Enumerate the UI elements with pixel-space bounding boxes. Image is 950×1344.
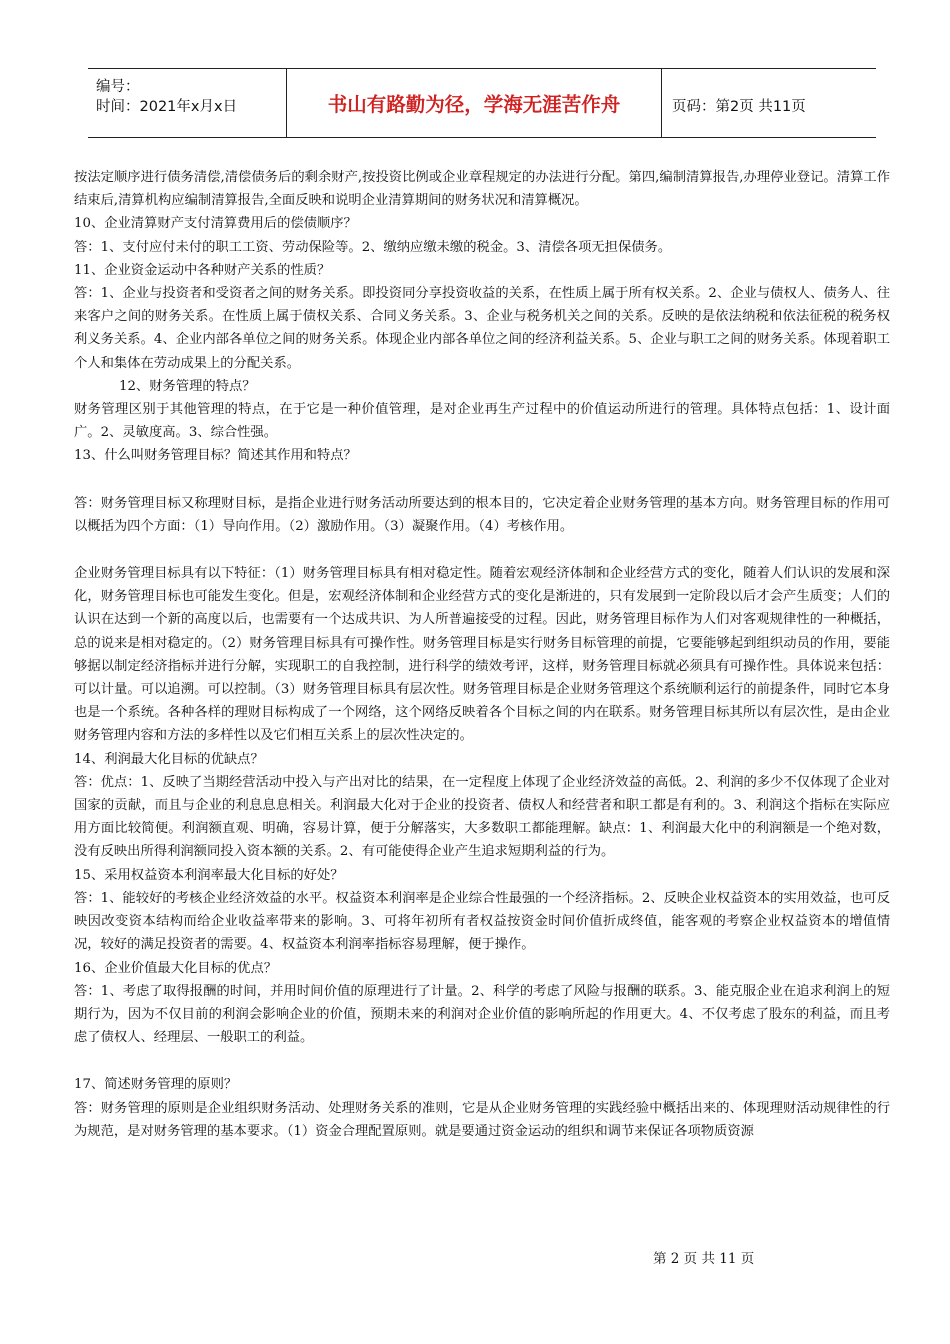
question-12: 12、财务管理的特点？: [119, 378, 256, 394]
serial-number-label: 编号：: [96, 79, 140, 95]
question-15: 15、采用权益资本利润率最大化目标的好处？: [74, 867, 344, 883]
answer-17: 答：财务管理的原则是企业组织财务活动、处理财务关系的准则，它是从企业财务管理的实践经验中概括出来的、体现理财活动规律性的行为规范，是对财务管理的基本要求。（1）资金合理配置原则。就是要通过资金运动的组织和调节来保证各项物质资源: [74, 1100, 890, 1139]
answer-14: 答：优点：1、反映了当期经营活动中投入与产出对比的结果，在一定程度上体现了企业经济效益的高低。2、利润的多少不仅体现了企业对国家的贡献，而且与企业的利息息息相关。利润最大化对于企业的投资者、债权人和经营者和职工都是有利的。3、利润这个指标在实际应用方面比较简便。利润额直观、明确，容易计算，便于分解落实，大多数职工都能理解。缺点：1、利润最大化中的利润额是一个绝对数，没有反映出所得利润额同投入资本额的关系。2、有可能使得企业产生追求短期利益的行为。: [74, 774, 890, 860]
question-11: 11、企业资金运动中各种财产关系的性质？: [74, 262, 331, 278]
motto-text: 书山有路勤为径，学海无涯苦作舟: [327, 93, 621, 116]
question-10: 10、企业清算财产支付清算费用后的偿债顺序？: [74, 216, 357, 232]
header-page-cell: [662, 69, 876, 137]
question-16: 16、企业价值最大化目标的优点？: [74, 960, 278, 976]
question-13: 13、什么叫财务管理目标？简述其作用和特点？: [74, 448, 357, 464]
answer-12: 财务管理区别于其他管理的特点，在于它是一种价值管理，是对企业再生产过程中的价值运动所进行的管理。具体特点包括：1、设计面广。2、灵敏度高。3、综合性强。: [74, 402, 890, 441]
answer-11: 答：1、企业与投资者和受资者之间的财务关系。即投资同分享投资收益的关系，在性质上属于所有权关系。2、企业与债权人、债务人、往来客户之间的财务关系。在性质上属于债权关系、合同义务关系。3、企业与税务机关之间的关系。反映的是依法纳税和依法征税的税务权利义务关系。4、企业内部各单位之间的财务关系。体现企业内部各单位之间的经济利益关系。5、企业与职工之间的财务关系。体现着职工个人和集体在劳动成果上的分配关系。: [74, 286, 890, 371]
paragraph-continuation: 按法定顺序进行债务清偿,清偿债务后的剩余财产,按投资比例或企业章程规定的办法进行分配。第四,编制清算报告,办理停业登记。清算工作结束后,清算机构应编制清算报告,全面反映和说明企业清算期间的财务状况和清算概况。: [74, 170, 890, 209]
answer-15: 答：1、能较好的考核企业经济效益的水平。权益资本利润率是企业综合性最强的一个经济指标。2、反映企业权益资本的实用效益，也可反映因改变资本结构而给企业收益率带来的影响。3、可将年初所有者权益按资金时间价值折成终值，能客观的考察企业权益资本的增值情况，较好的满足投资者的需要。4、权益资本利润率指标容易理解，便于操作。: [74, 890, 890, 953]
document-header: [88, 68, 876, 138]
question-17: 17、简述财务管理的原则？: [74, 1077, 238, 1093]
page-number-label: 页码：第2页 共11页: [672, 99, 806, 115]
date-label: 时间：2021年x月x日: [96, 99, 238, 115]
page-footer: 第 2 页 共 11 页: [653, 1251, 755, 1267]
question-14: 14、利润最大化目标的优缺点？: [74, 751, 264, 767]
answer-16: 答：1、考虑了取得报酬的时间，并用时间价值的原理进行了计量。2、科学的考虑了风险与报酬的联系。3、能克服企业在追求利润上的短期行为，因为不仅目前的利润会影响企业的价值，预期未来的利润对企业价值的影响所起的作用更大。4、不仅考虑了股东的利益，而且考虑了债权人、经理层、一般职工的利益。: [74, 983, 890, 1046]
header-info-cell: [88, 69, 287, 137]
answer-10: 答：1、支付应付未付的职工工资、劳动保险等。2、缴纳应缴未缴的税金。3、清偿各项无担保债务。: [74, 239, 672, 255]
answer-13-features: 企业财务管理目标具有以下特征：（1）财务管理目标具有相对稳定性。随着宏观经济体制和企业经营方式的变化，随着人们认识的发展和深化，财务管理目标也可能发生变化。但是，宏观经济体制和企业经营方式的变化是渐进的，只有发展到一定阶段以后才会产生质变；人们的认识在达到一个新的高度以后，也需要有一个达成共识、为人所普遍接受的过程。因此，财务管理目标作为人们对客观规律性的一种概括，总的说来是相对稳定的。（2）财务管理目标具有可操作性。财务管理目标是实行财务目标管理的前提，它要能够起到组织动员的作用，要能够据以制定经济指标并进行分解，实现职工的自我控制，进行科学的绩效考评，这样，财务管理目标就必须具有可操作性。具体说来包括：可以计量。可以追溯。可以控制。（3）财务管理目标具有层次性。财务管理目标是企业财务管理这个系统顺利运行的前提条件，同时它本身也是一个系统。各种各样的理财目标构成了一个网络，这个网络反映着各个目标之间的内在联系。财务管理目标其所以有层次性，是由企业财务管理内容和方法的多样性以及它们相互关系上的层次性决定的。: [74, 566, 890, 744]
answer-13: 答：财务管理目标又称理财目标，是指企业进行财务活动所要达到的根本目的，它决定着企业财务管理的基本方向。财务管理目标的作用可以概括为四个方面：（1）导向作用。（2）激励作用。（3）凝聚作用。（4）考核作用。: [74, 495, 890, 534]
header-motto-cell: [287, 69, 662, 137]
document-body: [74, 166, 890, 1143]
